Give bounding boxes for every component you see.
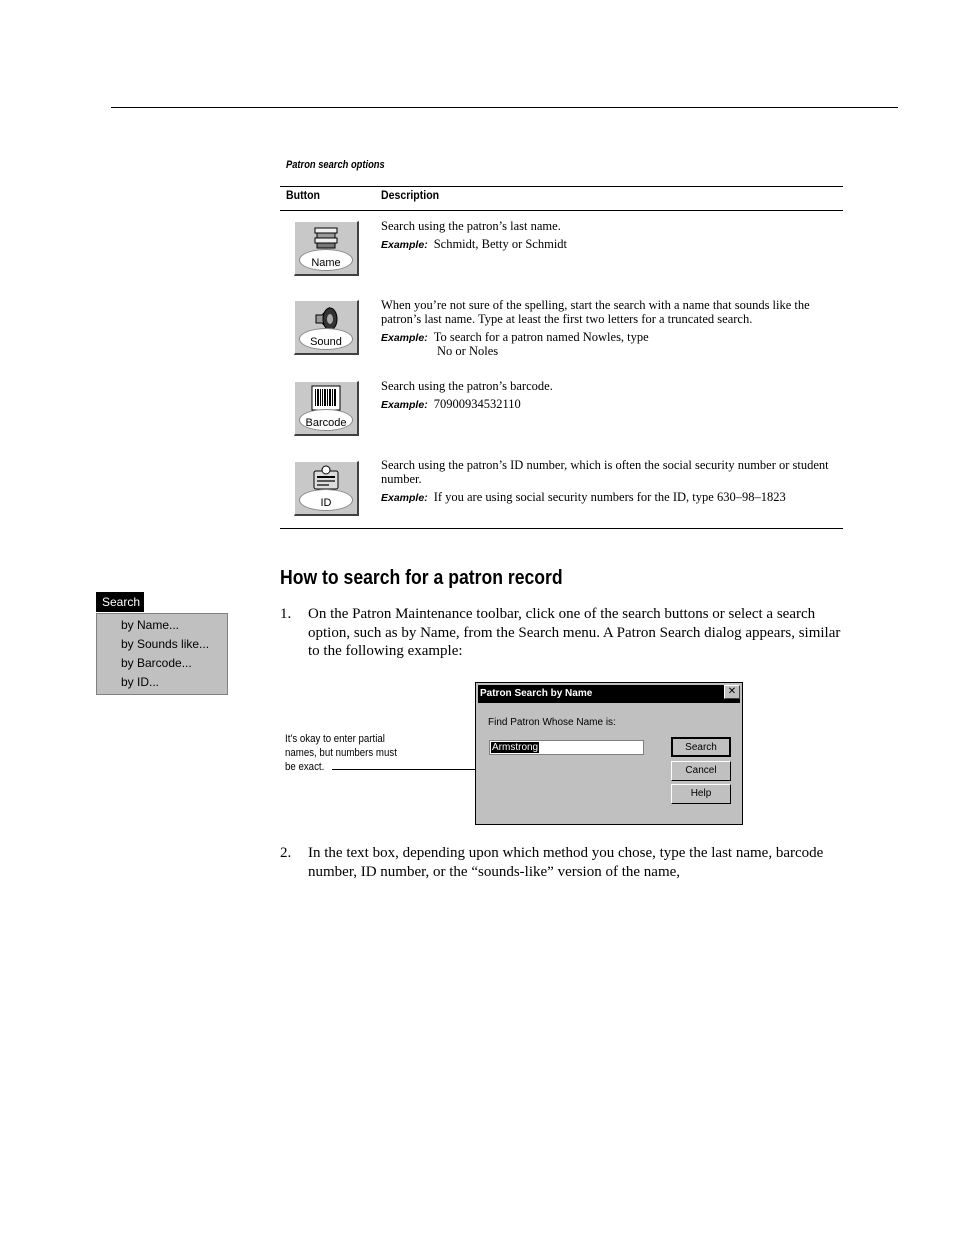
id-search-button[interactable] — [294, 461, 359, 516]
section-heading: How to search for a patron record — [280, 567, 563, 589]
menu-item-by-id[interactable]: by ID... — [121, 675, 160, 689]
close-icon[interactable]: ✕ — [724, 685, 740, 699]
step-2 — [280, 844, 845, 881]
table-caption: Patron search options — [286, 159, 385, 171]
dialog-title: Patron Search by Name — [478, 685, 740, 703]
row-example — [381, 397, 521, 412]
step-text: On the Patron Maintenance toolbar, click one of the search buttons or select a search option, such as by Name, from the Search menu. A Patron Search dialog appears, similar to the following example: — [308, 606, 841, 659]
example-label: Example: — [381, 399, 428, 411]
dialog-field-label: Find Patron Whose Name is: — [488, 717, 616, 728]
header-rule — [111, 107, 898, 108]
help-button[interactable]: Help — [671, 784, 731, 804]
row-description: Search using the patron’s barcode. — [381, 379, 553, 393]
search-button[interactable]: Search — [671, 737, 731, 757]
patron-search-dialog — [475, 682, 743, 825]
button-label: ID — [320, 497, 332, 509]
button-label: Name — [311, 257, 341, 269]
row-description: When you’re not sure of the spelling, start the search with a name that sounds like the patron’s last name. Type at least the first two letters for a truncated search. — [381, 298, 810, 326]
row-example — [381, 490, 786, 505]
button-label: Sound — [310, 336, 342, 348]
button-label: Barcode — [305, 417, 347, 429]
row-description: Search using the patron’s last name. — [381, 219, 561, 233]
row-example — [381, 237, 567, 252]
menu-item-by-sounds-like[interactable]: by Sounds like... — [121, 637, 210, 651]
example-text: Schmidt, Betty or Schmidt — [433, 237, 568, 251]
name-search-button[interactable] — [294, 221, 359, 276]
example-text: If you are using social security numbers for the ID, type 630–98–1823 — [433, 490, 786, 504]
example-label: Example: — [381, 492, 428, 504]
example-text: To search for a patron named Nowles, type — [433, 330, 649, 344]
step-text: In the text box, depending upon which method you chose, type the last name, barcode number, ID number, or the “sounds-like” version of the name, — [308, 845, 824, 880]
table-header-rule — [280, 210, 843, 211]
search-menu-title[interactable]: Search — [96, 592, 144, 612]
cancel-button[interactable]: Cancel — [671, 761, 731, 781]
menu-item-by-name[interactable]: by Name... — [121, 618, 180, 632]
example-text: 70900934532110 — [433, 397, 521, 411]
step-1 — [280, 605, 845, 661]
menu-item-by-barcode[interactable]: by Barcode... — [121, 656, 192, 670]
row-example-line2: No or Noles — [437, 344, 499, 358]
barcode-search-button[interactable] — [294, 381, 359, 436]
example-label: Example: — [381, 332, 428, 344]
row-example — [381, 330, 649, 345]
search-menu — [96, 613, 228, 695]
name-search-input[interactable] — [489, 740, 644, 755]
example-label: Example: — [381, 239, 428, 251]
callout-note: It’s okay to enter partial names, but numbers must be exact. — [285, 733, 397, 773]
table-top-rule — [280, 186, 843, 187]
sound-search-button[interactable] — [294, 300, 359, 355]
row-description: Search using the patron’s ID number, which is often the social security number or student number. — [381, 458, 829, 486]
step-number: 1. — [280, 606, 292, 622]
table-bottom-rule — [280, 528, 843, 529]
input-selected-text: Armstrong — [492, 742, 539, 753]
step-number: 2. — [280, 845, 292, 861]
column-header-description: Description — [381, 188, 440, 202]
column-header-button: Button — [286, 188, 321, 202]
